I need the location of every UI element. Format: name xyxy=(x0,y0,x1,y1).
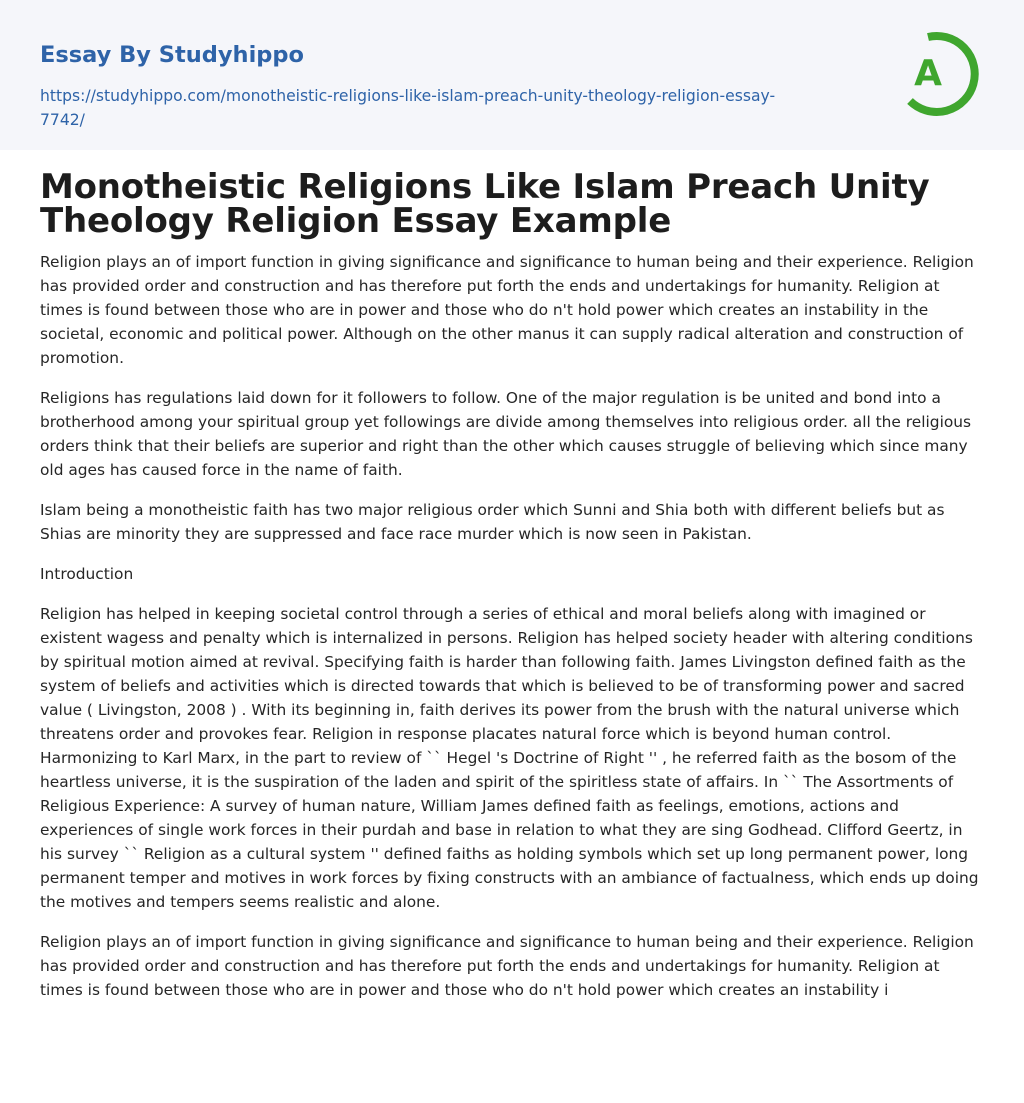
studyhippo-logo-icon[interactable] xyxy=(898,29,986,117)
essay-paragraph: Religion plays an of import function in giving significance and significance to human being and their experience. Religion has provided order and construction and has therefore put forth the ends and undertakings for humanity. Religion at times is found between those who are in power and those who do n't hold power which creates an instability i xyxy=(40,933,974,999)
essay-content xyxy=(0,167,1024,1002)
essay-paragraph: Religions has regulations laid down for it followers to follow. One of the major regulation is be united and bond into a brotherhood among your spiritual group yet followings are divide among themselves into religious order. all the religious orders think that their beliefs are superior and right than the other which causes struggle of believing which since many old ages has caused force in the name of faith. xyxy=(40,389,972,479)
essay-source-link[interactable]: https://studyhippo.com/monotheistic-religions-like-islam-preach-unity-theology-religion-essay-7742/ xyxy=(40,87,776,129)
essay-paragraph: Religion plays an of import function in giving significance and significance to human being and their experience. Religion has provided order and construction and has therefore put forth the ends and undertakings for humanity. Religion at times is found between those who are in power and those who do n't hold power which creates an instability in the societal, economic and political power. Although on the other manus it can supply radical alteration and construction of promotion. xyxy=(40,253,974,367)
site-brand[interactable]: Essay By Studyhippo xyxy=(40,42,304,68)
essay-title: Monotheistic Religions Like Islam Preach Unity Theology Religion Essay Example xyxy=(40,167,930,241)
svg-text:A: A xyxy=(914,53,942,94)
essay-paragraph: Islam being a monotheistic faith has two major religious order which Sunni and Shia both with different beliefs but as Shias are minority they are suppressed and face race murder which is now seen in Pakistan. xyxy=(40,501,945,543)
section-heading-introduction: Introduction xyxy=(40,565,134,583)
essay-paragraph: Religion has helped in keeping societal control through a series of ethical and moral beliefs along with imagined or existent wagess and penalty which is internalized in persons. Religion has helped society header with altering conditions by spiritual motion aimed at revival. Specifying faith is harder than following faith. James Livingston defined faith as the system of beliefs and activities which is directed towards that which is believed to be of transforming power and sacred value ( Livingston, 2008 ) . With its beginning in, faith derives its power from the brush with the natural universe which threatens order and provokes fear. Religion in response placates natural force which is beyond human control. Harmonizing to Karl Marx, in the part to review of `` Hegel 's Doctrine of Right '' , he referred faith as the bosom of the heartless universe, it is the suspiration of the laden and spirit of the spiritless state of affairs. In `` The Assortments of Religious Experience: A survey of human nature, William James defined faith as feelings, emotions, actions and experiences of single work forces in their purdah and base in relation to what they are sing Godhead. Clifford Geertz, in his survey `` Religion as a cultural system '' defined faiths as holding symbols which set up long permanent power, long permanent temper and motives in work forces by fixing constructs with an ambiance of factualness, which ends up doing the motives and tempers seems realistic and alone. xyxy=(40,605,979,911)
site-header xyxy=(0,0,1024,150)
